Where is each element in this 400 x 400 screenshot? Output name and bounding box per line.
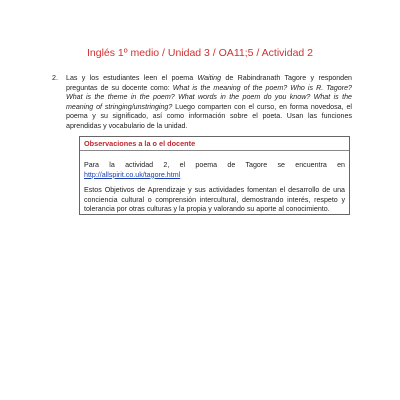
activity-questions: What is the meaning of the poem? Who is R. Tagore? What is the theme in the poem? What words in the poem do you know? What is the meaning of stringing/unstringing? <box>66 83 352 111</box>
notes-paragraph-1: Para la actividad 2, el poema de Tagore se encuentra en <box>84 161 345 170</box>
poem-title: Waiting <box>197 74 222 82</box>
activity-number: 2. <box>52 74 58 82</box>
activity-text-intro: Las y los estudiantes leen el poema <box>66 74 198 82</box>
page-title: Inglés 1º medio / Unidad 3 / OA11;5 / Actividad 2 <box>86 47 314 59</box>
activity-text-end: Luego comparten con el curso, en forma novedosa, el poema y su significado, así como información sobre el poeta. Usan las funciones aprendidas y vocabulario de la unidad. <box>66 102 352 130</box>
notes-paragraph-2: Estos Objetivos de Aprendizaje y sus actividades fomentan el desarrollo de una conciencia cultural o comprensión intercultural, demostrando interés, respeto y tolerancia por otras culturas y la propia y valorando su aporte al conocimiento. <box>84 186 345 214</box>
activity-text-middle: de Rabindranath Tagore y responden preguntas de su docente como: <box>66 74 352 92</box>
teacher-notes-box <box>79 136 350 215</box>
notes-title: Observaciones a la o el docente <box>84 139 196 148</box>
poem-link[interactable]: http://allspirit.co.uk/tagore.html <box>84 170 181 179</box>
activity-item <box>52 74 352 132</box>
notes-divider <box>80 150 349 151</box>
